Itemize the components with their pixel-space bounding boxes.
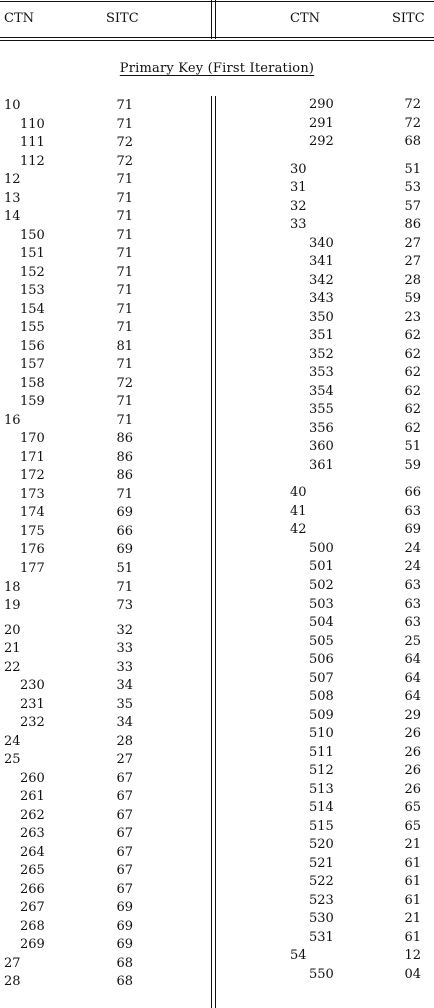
sitc-cell: 53 xyxy=(404,180,421,196)
ctn-cell: 261 xyxy=(20,789,45,805)
sitc-cell: 62 xyxy=(404,328,421,344)
ctn-cell: 500 xyxy=(309,540,334,556)
table-row xyxy=(0,217,434,232)
ctn-cell: 40 xyxy=(290,485,307,501)
table-row xyxy=(0,273,434,288)
sitc-cell: 62 xyxy=(404,365,421,381)
ctn-cell: 10 xyxy=(4,98,21,113)
sitc-cell: 21 xyxy=(404,837,421,853)
sitc-cell: 65 xyxy=(404,800,421,816)
sitc-cell: 66 xyxy=(404,485,421,501)
ctn-cell: 158 xyxy=(20,375,45,391)
ctn-cell: 268 xyxy=(20,918,45,934)
ctn-cell: 112 xyxy=(20,153,45,169)
sitc-cell: 25 xyxy=(404,633,421,649)
header-rule-lower xyxy=(0,40,434,41)
table-row xyxy=(0,97,434,112)
table-row xyxy=(0,708,434,723)
ctn-cell: 32 xyxy=(290,198,307,214)
table-row xyxy=(0,597,434,612)
ctn-cell: 172 xyxy=(20,468,45,484)
sitc-cell: 71 xyxy=(116,264,133,280)
table-row xyxy=(0,310,434,325)
sitc-cell: 26 xyxy=(404,726,421,742)
sitc-cell: 24 xyxy=(404,540,421,556)
ctn-cell: 264 xyxy=(20,844,45,860)
sitc-cell: 72 xyxy=(404,97,421,112)
ctn-cell: 508 xyxy=(309,689,334,705)
ctn-cell: 154 xyxy=(20,301,45,317)
sitc-cell: 71 xyxy=(116,412,133,428)
sitc-cell: 62 xyxy=(404,402,421,418)
ctn-cell: 292 xyxy=(309,134,334,150)
sitc-cell: 71 xyxy=(116,357,133,373)
ctn-cell: 342 xyxy=(309,272,334,288)
sitc-cell: 27 xyxy=(116,752,133,768)
sitc-cell: 26 xyxy=(404,781,421,797)
ctn-cell: 265 xyxy=(20,863,45,879)
sitc-cell: 61 xyxy=(404,874,421,890)
table-row xyxy=(0,522,434,537)
sitc-cell: 63 xyxy=(404,615,421,631)
table-row xyxy=(0,254,434,269)
table-row xyxy=(0,162,434,177)
sitc-cell: 72 xyxy=(116,135,133,151)
table-row xyxy=(0,911,434,926)
ctn-cell: 260 xyxy=(20,770,45,786)
table-row xyxy=(0,291,434,306)
sitc-cell: 67 xyxy=(116,844,133,860)
ctn-cell: 12 xyxy=(4,172,21,188)
table-row xyxy=(0,856,434,871)
sitc-cell: 32 xyxy=(116,622,133,638)
ctn-cell: 502 xyxy=(309,578,334,593)
ctn-cell: 21 xyxy=(4,641,21,657)
ctn-cell: 231 xyxy=(20,696,45,712)
ctn-cell: 354 xyxy=(309,383,334,399)
table-row xyxy=(0,134,434,149)
ctn-cell: 30 xyxy=(290,161,307,177)
ctn-cell: 27 xyxy=(4,955,21,971)
ctn-cell: 177 xyxy=(20,561,45,576)
sitc-cell: 72 xyxy=(116,375,133,391)
sitc-cell: 62 xyxy=(404,383,421,399)
table-row xyxy=(0,745,434,760)
sitc-cell: 69 xyxy=(116,900,133,916)
ctn-cell: 269 xyxy=(20,937,45,953)
ctn-cell: 503 xyxy=(309,596,334,612)
table-row xyxy=(0,893,434,908)
ctn-cell: 28 xyxy=(4,974,21,990)
sitc-cell: 71 xyxy=(116,246,133,262)
sitc-cell: 71 xyxy=(116,394,133,410)
table-row xyxy=(0,116,434,131)
sitc-cell: 68 xyxy=(404,134,421,150)
table-row xyxy=(0,578,434,593)
sitc-cell: 71 xyxy=(116,209,133,225)
sitc-cell: 26 xyxy=(404,763,421,779)
sitc-cell: 71 xyxy=(116,486,133,502)
ctn-cell: 512 xyxy=(309,763,334,779)
table-row xyxy=(0,180,434,195)
table-row xyxy=(0,504,434,519)
ctn-cell: 176 xyxy=(20,542,45,558)
ctn-cell: 232 xyxy=(20,715,45,731)
sitc-cell: 86 xyxy=(116,468,133,484)
ctn-cell: 16 xyxy=(4,412,21,428)
ctn-cell: 511 xyxy=(309,744,334,760)
table-row xyxy=(0,236,434,251)
ctn-cell: 353 xyxy=(309,365,334,381)
sitc-cell: 72 xyxy=(404,115,421,131)
sitc-cell: 62 xyxy=(404,346,421,362)
sitc-cell: 51 xyxy=(404,439,421,455)
sitc-cell: 86 xyxy=(404,217,421,233)
sitc-cell: 28 xyxy=(404,272,421,288)
table-row xyxy=(0,328,434,343)
sitc-cell: 57 xyxy=(404,198,421,214)
ctn-cell: 14 xyxy=(4,209,21,225)
header-divider-left xyxy=(211,0,212,39)
ctn-cell: 25 xyxy=(4,752,21,768)
ctn-cell: 266 xyxy=(20,881,45,897)
sitc-cell: 63 xyxy=(404,503,421,519)
ctn-cell: 18 xyxy=(4,579,21,595)
table-row xyxy=(0,948,434,963)
ctn-cell: 340 xyxy=(309,235,334,251)
ctn-cell: 514 xyxy=(309,800,334,816)
ctn-cell: 504 xyxy=(309,615,334,631)
table-row xyxy=(0,782,434,797)
sitc-cell: 04 xyxy=(404,966,421,982)
table-row xyxy=(0,615,434,630)
ctn-cell: 170 xyxy=(20,431,45,447)
right-sitc-header: SITC xyxy=(392,11,425,26)
sitc-cell: 66 xyxy=(116,523,133,539)
ctn-cell: 505 xyxy=(309,633,334,649)
ctn-cell: 157 xyxy=(20,357,45,373)
table-row xyxy=(0,726,434,741)
sitc-cell: 51 xyxy=(116,561,133,576)
ctn-cell: 521 xyxy=(309,855,334,871)
ctn-cell: 507 xyxy=(309,670,334,686)
ctn-cell: 31 xyxy=(290,180,307,196)
ctn-cell: 360 xyxy=(309,439,334,455)
ctn-cell: 352 xyxy=(309,346,334,362)
sitc-cell: 62 xyxy=(404,420,421,436)
table-row xyxy=(0,421,434,436)
sitc-cell: 27 xyxy=(404,254,421,270)
ctn-cell: 54 xyxy=(290,948,307,964)
sitc-cell: 71 xyxy=(116,190,133,206)
sitc-cell: 59 xyxy=(404,457,421,473)
ctn-cell: 290 xyxy=(309,97,334,112)
ctn-cell: 510 xyxy=(309,726,334,742)
ctn-cell: 341 xyxy=(309,254,334,270)
ctn-cell: 110 xyxy=(20,116,45,132)
sitc-cell: 71 xyxy=(116,116,133,132)
sitc-cell: 34 xyxy=(116,715,133,731)
header-rule-upper xyxy=(0,37,434,38)
sitc-cell: 23 xyxy=(404,309,421,325)
sitc-cell: 69 xyxy=(116,505,133,521)
sitc-cell: 65 xyxy=(404,818,421,834)
sitc-cell: 61 xyxy=(404,855,421,871)
ctn-cell: 523 xyxy=(309,892,334,908)
table-row xyxy=(0,199,434,214)
sitc-cell: 69 xyxy=(116,937,133,953)
sitc-cell: 71 xyxy=(116,98,133,113)
ctn-cell: 155 xyxy=(20,320,45,336)
ctn-cell: 111 xyxy=(20,135,45,151)
sitc-cell: 67 xyxy=(116,863,133,879)
sitc-cell: 29 xyxy=(404,707,421,723)
table-row xyxy=(0,652,434,667)
ctn-cell: 351 xyxy=(309,328,334,344)
ctn-cell: 171 xyxy=(20,449,45,465)
sitc-cell: 81 xyxy=(116,338,133,354)
sitc-cell: 69 xyxy=(404,522,421,538)
table-row xyxy=(0,384,434,399)
sitc-cell: 26 xyxy=(404,744,421,760)
table-row xyxy=(0,800,434,815)
table-row xyxy=(0,671,434,686)
table-row xyxy=(0,689,434,704)
sitc-cell: 61 xyxy=(404,929,421,945)
ctn-cell: 41 xyxy=(290,503,307,519)
ctn-cell: 24 xyxy=(4,733,21,749)
sitc-cell: 35 xyxy=(116,696,133,712)
sitc-cell: 64 xyxy=(404,652,421,668)
sitc-cell: 64 xyxy=(404,670,421,686)
ctn-cell: 22 xyxy=(4,659,21,675)
ctn-cell: 33 xyxy=(290,217,307,233)
ctn-cell: 173 xyxy=(20,486,45,502)
table-row xyxy=(0,763,434,778)
sitc-cell: 71 xyxy=(116,579,133,595)
ctn-cell: 356 xyxy=(309,420,334,436)
ctn-cell: 42 xyxy=(290,522,307,538)
table-row xyxy=(0,402,434,417)
table-row xyxy=(0,930,434,945)
sitc-cell: 69 xyxy=(116,542,133,558)
table-row xyxy=(0,819,434,834)
sitc-cell: 71 xyxy=(116,320,133,336)
sitc-cell: 67 xyxy=(116,826,133,842)
table-row xyxy=(0,485,434,500)
sitc-cell: 63 xyxy=(404,596,421,612)
sitc-cell: 24 xyxy=(404,559,421,575)
ctn-cell: 262 xyxy=(20,807,45,823)
ctn-cell: 230 xyxy=(20,678,45,694)
sitc-cell: 34 xyxy=(116,678,133,694)
section-title: Primary Key (First Iteration) xyxy=(119,61,315,76)
ctn-cell: 513 xyxy=(309,781,334,797)
table-row xyxy=(0,347,434,362)
table-row xyxy=(0,967,434,982)
sitc-cell: 68 xyxy=(116,974,133,990)
sitc-cell: 28 xyxy=(116,733,133,749)
table-row xyxy=(0,634,434,649)
table-row xyxy=(0,541,434,556)
sitc-cell: 67 xyxy=(116,807,133,823)
sitc-cell: 71 xyxy=(116,283,133,299)
ctn-cell: 175 xyxy=(20,523,45,539)
table-row xyxy=(0,874,434,889)
sitc-cell: 51 xyxy=(404,161,421,177)
ctn-cell: 355 xyxy=(309,402,334,418)
sitc-cell: 67 xyxy=(116,881,133,897)
left-ctn-header: CTN xyxy=(4,11,34,26)
sitc-cell: 72 xyxy=(116,153,133,169)
ctn-cell: 267 xyxy=(20,900,45,916)
ctn-cell: 550 xyxy=(309,966,334,982)
ctn-cell: 20 xyxy=(4,622,21,638)
ctn-cell: 530 xyxy=(309,911,334,927)
ctn-cell: 350 xyxy=(309,309,334,325)
ctn-cell: 343 xyxy=(309,291,334,307)
ctn-cell: 506 xyxy=(309,652,334,668)
sitc-cell: 73 xyxy=(116,598,133,614)
ctn-cell: 501 xyxy=(309,559,334,575)
ctn-cell: 509 xyxy=(309,707,334,723)
sitc-cell: 59 xyxy=(404,291,421,307)
ctn-cell: 159 xyxy=(20,394,45,410)
sitc-cell: 86 xyxy=(116,431,133,447)
sitc-cell: 27 xyxy=(404,235,421,251)
ctn-cell: 150 xyxy=(20,227,45,243)
sitc-cell: 61 xyxy=(404,892,421,908)
sitc-cell: 33 xyxy=(116,659,133,675)
sitc-cell: 67 xyxy=(116,789,133,805)
sitc-cell: 86 xyxy=(116,449,133,465)
ctn-cell: 153 xyxy=(20,283,45,299)
top-rule xyxy=(0,1,434,2)
ctn-cell: 152 xyxy=(20,264,45,280)
ctn-cell: 174 xyxy=(20,505,45,521)
sitc-cell: 33 xyxy=(116,641,133,657)
ctn-cell: 531 xyxy=(309,929,334,945)
ctn-cell: 361 xyxy=(309,457,334,473)
ctn-cell: 522 xyxy=(309,874,334,890)
table-row xyxy=(0,559,434,574)
table-row xyxy=(0,837,434,852)
sitc-cell: 64 xyxy=(404,689,421,705)
ctn-cell: 156 xyxy=(20,338,45,354)
sitc-cell: 71 xyxy=(116,172,133,188)
ctn-cell: 291 xyxy=(309,115,334,131)
sitc-cell: 71 xyxy=(116,301,133,317)
sitc-cell: 21 xyxy=(404,911,421,927)
sitc-cell: 63 xyxy=(404,578,421,593)
sitc-cell: 67 xyxy=(116,770,133,786)
ctn-cell: 19 xyxy=(4,598,21,614)
ctn-cell: 263 xyxy=(20,826,45,842)
table-row xyxy=(0,458,434,473)
ctn-cell: 520 xyxy=(309,837,334,853)
ctn-cell: 151 xyxy=(20,246,45,262)
table-row xyxy=(0,439,434,454)
sitc-cell: 12 xyxy=(404,948,421,964)
left-sitc-header: SITC xyxy=(106,11,139,26)
right-ctn-header: CTN xyxy=(290,11,320,26)
sitc-cell: 68 xyxy=(116,955,133,971)
ctn-cell: 13 xyxy=(4,190,21,206)
ctn-cell: 515 xyxy=(309,818,334,834)
table-row xyxy=(0,365,434,380)
sitc-cell: 69 xyxy=(116,918,133,934)
sitc-cell: 71 xyxy=(116,227,133,243)
header-divider-right xyxy=(215,0,216,39)
